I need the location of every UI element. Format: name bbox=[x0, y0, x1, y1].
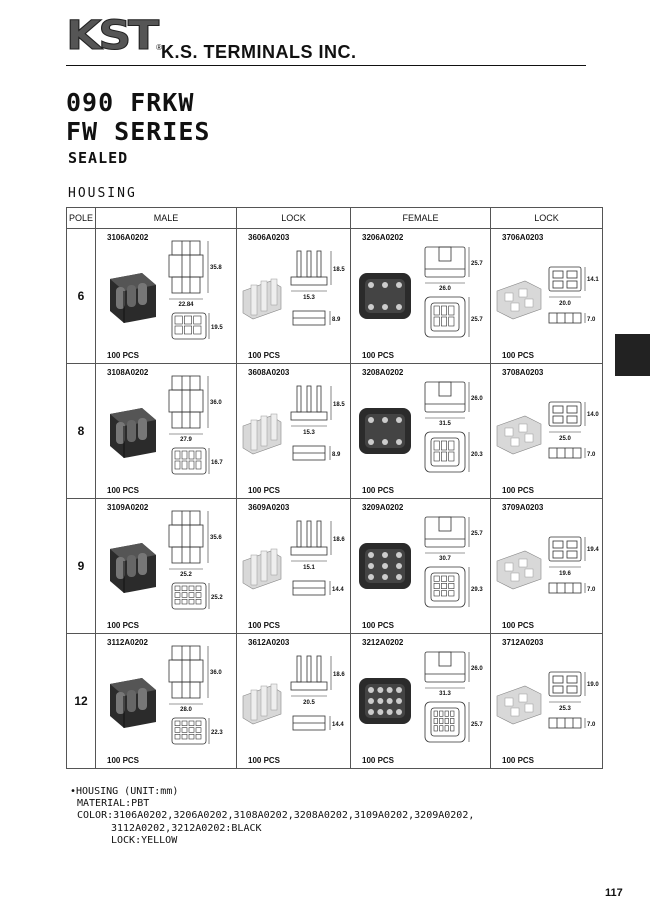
female-front-view bbox=[425, 297, 465, 337]
package-quantity: 100 PCS bbox=[502, 486, 535, 495]
notes-unit: •HOUSING (UNIT:mm) bbox=[70, 786, 179, 797]
part-number: 3709A0203 bbox=[502, 503, 544, 512]
female-top-view bbox=[425, 382, 465, 412]
dimension-label: 7.0 bbox=[587, 587, 596, 593]
male-side-view bbox=[169, 241, 203, 293]
series-title: 090 FRKW bbox=[66, 88, 195, 117]
male-side-view bbox=[169, 511, 203, 563]
dimension-label: 25.2 bbox=[180, 572, 192, 578]
package-quantity: 100 PCS bbox=[107, 351, 140, 360]
female-housing-drawing bbox=[351, 634, 491, 768]
male-cell bbox=[96, 499, 237, 634]
female-top-view bbox=[425, 517, 465, 547]
male-lock-drawing bbox=[237, 499, 351, 633]
male-cell bbox=[96, 229, 237, 364]
package-quantity: 100 PCS bbox=[107, 621, 140, 630]
dimension-label: 25.3 bbox=[559, 706, 571, 712]
registered-mark: ® bbox=[156, 43, 162, 52]
package-quantity: 100 PCS bbox=[107, 756, 140, 765]
female-cell bbox=[351, 229, 491, 364]
female-top-view bbox=[425, 247, 465, 277]
notes-material: MATERIAL:PBT bbox=[77, 798, 150, 810]
logo-wordmark: KST bbox=[66, 13, 156, 59]
male-lock-photo bbox=[243, 279, 281, 319]
female-lock-photo bbox=[497, 416, 541, 454]
dimension-label: 20.0 bbox=[559, 301, 571, 307]
dimension-label: 26.0 bbox=[439, 286, 451, 292]
package-quantity: 100 PCS bbox=[502, 756, 535, 765]
male-lock-photo bbox=[243, 414, 281, 454]
package-quantity: 100 PCS bbox=[248, 756, 281, 765]
dimension-label: 16.7 bbox=[211, 460, 223, 466]
dimension-label: 18.6 bbox=[333, 672, 345, 678]
dimension-label: 7.0 bbox=[587, 317, 596, 323]
male-housing-photo bbox=[110, 543, 156, 593]
dimension-label: 15.3 bbox=[303, 430, 315, 436]
dimension-label: 36.0 bbox=[210, 670, 222, 676]
female-lock-top-view bbox=[549, 267, 581, 291]
dimension-label: 7.0 bbox=[587, 722, 596, 728]
dimension-label: 36.0 bbox=[210, 400, 222, 406]
package-quantity: 100 PCS bbox=[502, 621, 535, 630]
dimension-label: 22.84 bbox=[178, 302, 194, 308]
male-front-view bbox=[172, 718, 206, 744]
dimension-label: 35.6 bbox=[210, 535, 222, 541]
header-male: MALE bbox=[96, 208, 237, 229]
mlock-cell bbox=[237, 364, 351, 499]
male-lock-photo bbox=[243, 549, 281, 589]
package-quantity: 100 PCS bbox=[362, 486, 395, 495]
male-lock-side-view bbox=[291, 251, 327, 325]
female-front-view bbox=[425, 702, 465, 742]
male-front-view bbox=[172, 583, 206, 609]
female-cell bbox=[351, 364, 491, 499]
female-lock-photo bbox=[497, 686, 541, 724]
dimension-label: 25.7 bbox=[471, 722, 483, 728]
package-quantity: 100 PCS bbox=[362, 756, 395, 765]
dimension-label: 26.0 bbox=[471, 666, 483, 672]
pole-count: 6 bbox=[67, 229, 96, 364]
dimension-label: 14.4 bbox=[332, 587, 344, 593]
female-housing-photo bbox=[359, 273, 411, 319]
package-quantity: 100 PCS bbox=[362, 621, 395, 630]
sealed-label: SEALED bbox=[68, 149, 129, 167]
table-row bbox=[67, 229, 603, 364]
male-housing-drawing bbox=[96, 229, 237, 363]
female-housing-drawing bbox=[351, 364, 491, 498]
female-lock-photo bbox=[497, 551, 541, 589]
part-number: 3212A0202 bbox=[362, 638, 404, 647]
table-row bbox=[67, 499, 603, 634]
female-lock-drawing bbox=[491, 634, 603, 768]
female-top-view bbox=[425, 652, 465, 682]
dimension-label: 28.0 bbox=[180, 707, 192, 713]
dimension-label: 15.3 bbox=[303, 295, 315, 301]
dimension-label: 19.0 bbox=[587, 682, 599, 688]
male-front-view bbox=[172, 313, 206, 339]
male-housing-photo bbox=[110, 273, 156, 323]
notes-color: COLOR:3106A0202,3206A0202,3108A0202,3208A0202,3109A0202,3209A0202, bbox=[77, 810, 475, 822]
male-housing-photo bbox=[110, 408, 156, 458]
male-cell bbox=[96, 364, 237, 499]
female-lock-side-view bbox=[549, 313, 581, 323]
flock-cell bbox=[491, 364, 603, 499]
dimension-label: 14.1 bbox=[587, 277, 599, 283]
dimension-label: 7.0 bbox=[587, 452, 596, 458]
female-lock-top-view bbox=[549, 537, 581, 561]
male-housing-photo bbox=[110, 678, 156, 728]
package-quantity: 100 PCS bbox=[248, 486, 281, 495]
table-row bbox=[67, 634, 603, 769]
female-lock-side-view bbox=[549, 718, 581, 728]
dimension-label: 27.9 bbox=[180, 437, 192, 443]
female-lock-drawing bbox=[491, 364, 603, 498]
pole-count: 12 bbox=[67, 634, 96, 769]
dimension-label: 30.7 bbox=[439, 556, 451, 562]
dimension-label: 31.5 bbox=[439, 421, 451, 427]
pole-count: 9 bbox=[67, 499, 96, 634]
female-housing-photo bbox=[359, 408, 411, 454]
package-quantity: 100 PCS bbox=[248, 621, 281, 630]
dimension-label: 29.3 bbox=[471, 587, 483, 593]
mlock-cell bbox=[237, 229, 351, 364]
header-lock: LOCK bbox=[491, 208, 603, 229]
female-housing-drawing bbox=[351, 229, 491, 363]
package-quantity: 100 PCS bbox=[107, 486, 140, 495]
package-quantity: 100 PCS bbox=[502, 351, 535, 360]
dimension-label: 25.7 bbox=[471, 317, 483, 323]
male-lock-drawing bbox=[237, 229, 351, 363]
female-lock-top-view bbox=[549, 402, 581, 426]
notes-lock-color: LOCK:YELLOW bbox=[111, 834, 178, 846]
dimension-label: 19.4 bbox=[587, 547, 599, 553]
header-lock: LOCK bbox=[237, 208, 351, 229]
dimension-label: 15.1 bbox=[303, 565, 315, 571]
flock-cell bbox=[491, 229, 603, 364]
part-number: 3206A0202 bbox=[362, 233, 404, 242]
male-side-view bbox=[169, 376, 203, 428]
notes bbox=[70, 786, 474, 847]
female-lock-photo bbox=[497, 281, 541, 319]
dimension-label: 20.3 bbox=[471, 452, 483, 458]
dimension-label: 14.0 bbox=[587, 412, 599, 418]
dimension-label: 18.6 bbox=[333, 537, 345, 543]
male-lock-photo bbox=[243, 684, 281, 724]
dimension-label: 20.5 bbox=[303, 700, 315, 706]
female-housing-photo bbox=[359, 678, 411, 724]
dimension-label: 8.9 bbox=[332, 452, 341, 458]
female-housing-photo bbox=[359, 543, 411, 589]
part-number: 3708A0203 bbox=[502, 368, 544, 377]
mlock-cell bbox=[237, 634, 351, 769]
mlock-cell bbox=[237, 499, 351, 634]
part-number: 3612A0203 bbox=[248, 638, 290, 647]
male-housing-drawing bbox=[96, 634, 237, 768]
dimension-label: 19.6 bbox=[559, 571, 571, 577]
part-number: 3208A0202 bbox=[362, 368, 404, 377]
notes-color-cont: 3112A0202,3212A0202:BLACK bbox=[111, 822, 262, 834]
dimension-label: 18.5 bbox=[333, 267, 345, 273]
female-lock-drawing bbox=[491, 499, 603, 633]
female-lock-side-view bbox=[549, 583, 581, 593]
female-cell bbox=[351, 499, 491, 634]
part-number: 3706A0203 bbox=[502, 233, 544, 242]
part-number: 3108A0202 bbox=[107, 368, 149, 377]
housing-table bbox=[66, 207, 603, 769]
male-housing-drawing bbox=[96, 364, 237, 498]
male-housing-drawing bbox=[96, 499, 237, 633]
male-front-view bbox=[172, 448, 206, 474]
package-quantity: 100 PCS bbox=[362, 351, 395, 360]
dimension-label: 22.3 bbox=[211, 730, 223, 736]
page-number: 117 bbox=[605, 887, 623, 899]
part-number: 3106A0202 bbox=[107, 233, 149, 242]
pole-count: 8 bbox=[67, 364, 96, 499]
male-lock-side-view bbox=[291, 386, 327, 460]
chapter-tab bbox=[615, 334, 650, 376]
male-lock-drawing bbox=[237, 634, 351, 768]
part-number: 3712A0203 bbox=[502, 638, 544, 647]
header-rule bbox=[66, 65, 586, 66]
part-number: 3608A0203 bbox=[248, 368, 290, 377]
male-lock-side-view bbox=[291, 656, 327, 730]
flock-cell bbox=[491, 499, 603, 634]
female-housing-drawing bbox=[351, 499, 491, 633]
company-name: K.S. TERMINALS INC. bbox=[161, 42, 357, 62]
dimension-label: 26.0 bbox=[471, 396, 483, 402]
male-lock-side-view bbox=[291, 521, 327, 595]
dimension-label: 18.5 bbox=[333, 402, 345, 408]
flock-cell bbox=[491, 634, 603, 769]
kst-logo bbox=[66, 13, 162, 59]
male-cell bbox=[96, 634, 237, 769]
dimension-label: 35.8 bbox=[210, 265, 222, 271]
female-front-view bbox=[425, 432, 465, 472]
package-quantity: 100 PCS bbox=[248, 351, 281, 360]
female-front-view bbox=[425, 567, 465, 607]
table-row bbox=[67, 364, 603, 499]
dimension-label: 31.3 bbox=[439, 691, 451, 697]
female-lock-side-view bbox=[549, 448, 581, 458]
dimension-label: 25.0 bbox=[559, 436, 571, 442]
dimension-label: 25.7 bbox=[471, 531, 483, 537]
part-number: 3209A0202 bbox=[362, 503, 404, 512]
male-side-view bbox=[169, 646, 203, 698]
part-number: 3609A0203 bbox=[248, 503, 290, 512]
dimension-label: 25.2 bbox=[211, 595, 223, 601]
header-pole: POLE bbox=[67, 208, 96, 229]
section-label: HOUSING bbox=[68, 186, 137, 201]
part-number: 3606A0203 bbox=[248, 233, 290, 242]
dimension-label: 25.7 bbox=[471, 261, 483, 267]
part-number: 3109A0202 bbox=[107, 503, 149, 512]
male-lock-drawing bbox=[237, 364, 351, 498]
dimension-label: 19.5 bbox=[211, 325, 223, 331]
series-subtitle: FW SERIES bbox=[66, 117, 211, 146]
female-lock-top-view bbox=[549, 672, 581, 696]
header-female: FEMALE bbox=[351, 208, 491, 229]
table-header-row bbox=[67, 208, 603, 229]
dimension-label: 14.4 bbox=[332, 722, 344, 728]
dimension-label: 8.9 bbox=[332, 317, 341, 323]
female-cell bbox=[351, 634, 491, 769]
part-number: 3112A0202 bbox=[107, 638, 148, 647]
female-lock-drawing bbox=[491, 229, 603, 363]
